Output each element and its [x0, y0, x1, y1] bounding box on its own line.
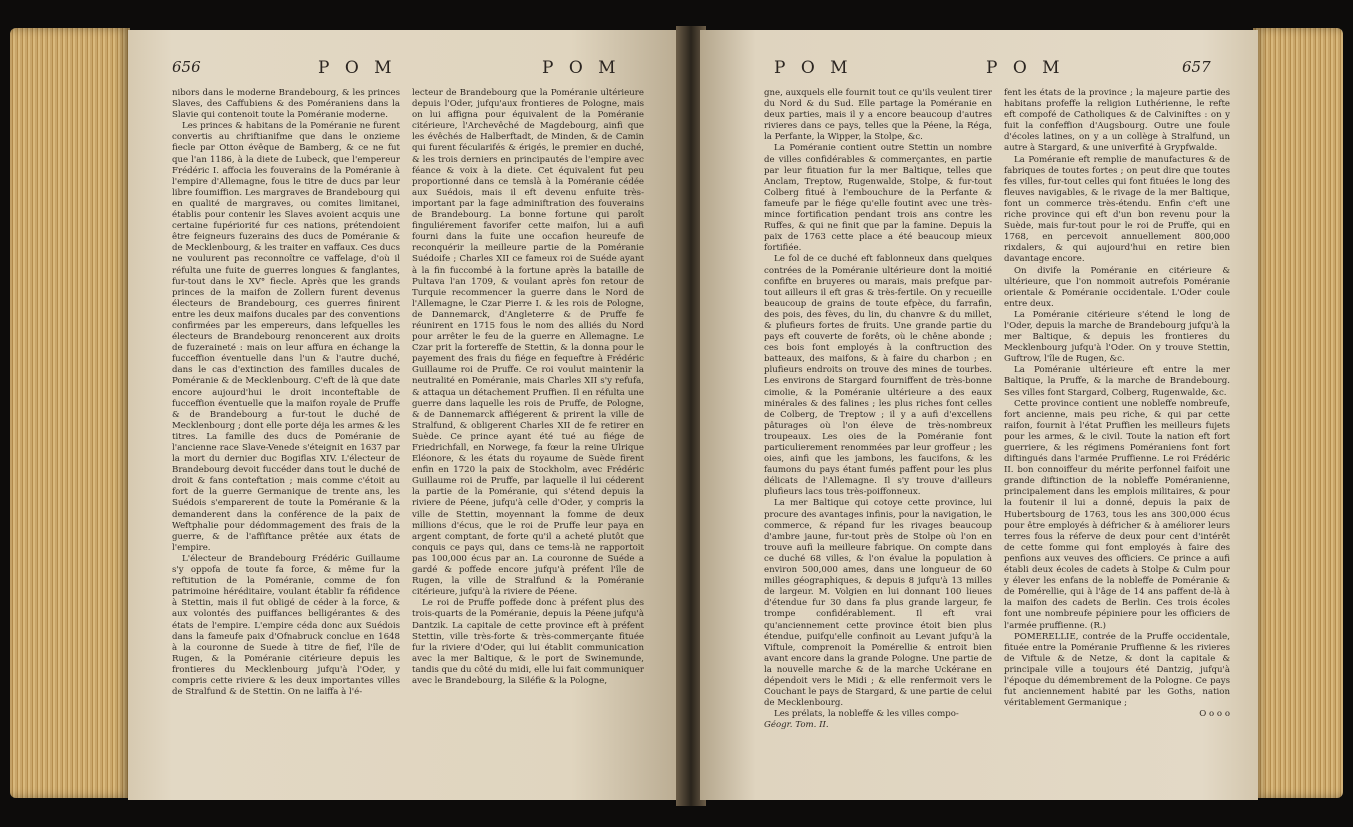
paragraph: lecteur de Brandebourg que la Poméranie ultérieure depuis l'Oder, jufqu'aux frontieres de Pologne, mais on lui affigna pour équivalent de la Poméranie citérieure, l'Archevêché de Magdebourg, ainfi que les évêchés de Halberftadt, de Minden, & de Camin qui furent fécularifés & érigés, le premier en duché, & les trois derniers en principautés de l'empire avec féance & voix à la diete. Cet équivalent fut peu proportionné dans ce temslà à la Poméranie cédée aux Suédois, mais il eft devenu enfuite très-important par la fage adminiftration des fouverains de Brandebourg. La bonne fortune qui paroît finguliérement favorifer cette maifon, lui a aufi fourni dans la fuite une occafion heureufe de reconquérir la meilleure partie de la Poméranie Suédoife ; Charles XII ce fameux roi de Suéde ayant à la fin fuccombé à la fortune après la bataille de Pultava l'an 1709, & voulant après fon retour de Turquie recommencer la guerre dans le Nord de l'Allemagne, le Czar Pierre I. & les rois de Pologne, de Dannemarck, d'Angleterre & de Pruffe fe réunirent en 1715 fous le nom des alliés du Nord pour arrêter le feu de la guerre en Allemagne. Le Czar prit la fortereffe de Stettin, & la donna pour le payement des frais du fiége en fequeftre à Frédéric Guillaume roi de Pruffe. Ce roi voulut maintenir la neutralité en Poméranie, mais Charles XII s'y refufa, & attaqua un détachement Pruffien. Il en réfulta une guerre dans laquelle les rois de Pruffe, de Pologne, & de Dannemarck affiégerent & prirent la ville de Stralfund, & obligerent Charles XII de fe retirer en Suède. Ce prince ayant été tué au fiége de Friedrichfall, en Norwege, fa fœur la reine Ulrique Eléonore, & les états du royaume de Suède firent enfin en 1720 la paix de Stockholm, avec Frédéric Guillaume roi de Pruffe, par laquelle il lui céderent la partie de la Poméranie, qui s'étend depuis la riviere de Péene, jufqu'à celle d'Oder, y compris la ville de Stettin, moyennant la fomme de deux millions d'écus, que le roi de Pruffe leur paya en argent comptant, de forte qu'il a acheté plutôt que conquis ce pays qui, dans ce tems-là ne rapportoit pas 100,000 écus par an. La couronne de Suéde a gardé & poffede encore jufqu'à préfent l'île de Rugen, la ville de Stralfund & la Poméranie citérieure, jufqu'à la riviere de Péene.	[412, 88, 644, 598]
paragraph: La Poméranie eft remplie de manufactures & de fabriques de toutes fortes ; on peut dire que toutes fes villes, fur-tout celles qui font fituées le long des fleuves navigables, & le rivage de la mer Baltique, font un commerce très-étendu. Enfin c'eft une riche province qui eft d'un bon revenu pour la Suède, mais fur-tout pour le roi de Pruffe, qui en 1768, en percevoit annuellement 800,000 rixdalers, & qui aujourd'hui en retire bien davantage encore.	[1004, 154, 1230, 265]
right-running-head: P O M	[986, 58, 1065, 78]
right-page	[700, 30, 1258, 800]
paragraph: Le fol de ce duché eft fablonneux dans quelques contrées de la Poméranie ultérieure dont la moitié confifte en bruyeres ou marais, mais prefque par-tout ailleurs il eft gras & très-fertile. On y recueille beaucoup de grains de toute efpèce, du farrafin, des pois, des fèves, du lin, du chanvre & du millet, & plufieurs fortes de fruits. Une grande partie du pays eft couverte de forêts, où le chêne abonde ; ces bois font employés à la conftruction des batteaux, des maifons, & à faire du charbon ; en plufieurs endroits on trouve des mines de tourbes. Les environs de Stargard fourniffent de très-bonne cimolie, & la Poméranie ultérieure a des eaux minérales & des falines ; les plus riches font celles de Colberg, de Treptow ; il y a aufi d'excellens pâturages où l'on éleve de très-nombreux troupeaux. Les oies de la Poméranie font particulierement renommées par leur groffeur ; les oies, ainfi que les jambons, les faucifons, & les faumons du pays étant fumés paffent pour les plus délicats de l'Allemagne. Il s'y trouve d'ailleurs plufieurs lacs tous très-poiffonneux.	[764, 254, 992, 498]
right-running-head-col1: P O M	[774, 58, 853, 78]
paragraph: La Poméranie contient outre Stettin un nombre de villes confidérables & commerçantes, en partie par leur fituation fur la mer Baltique, telles que Anclam, Treptow, Rugenwalde, Stolpe, & fur-tout Colberg fitué à l'embouchure de la Perfante & fameufe par le fiége qu'elle foutint avec une très-mince fortification pendant trois ans contre les Ruffes, & qui ne finit que par la famine. Depuis la paix de 1763 cette place a été beaucoup mieux fortifiée.	[764, 143, 992, 254]
left-running-head-col2: P O M	[542, 58, 621, 78]
catchword: O o o o	[1199, 709, 1230, 720]
left-page-number: 656	[172, 58, 201, 76]
left-page-header	[128, 58, 682, 82]
right-column-1	[764, 88, 992, 731]
right-page-header	[700, 58, 1258, 82]
paragraph: nibors dans le moderne Brandebourg, & les princes Slaves, des Caffubiens & des Poméraniens dans la Slavie qui contenoit toute la Poméranie moderne.	[172, 88, 400, 121]
left-column-1	[172, 88, 400, 698]
paragraph: La Poméranie citérieure s'étend le long de l'Oder, depuis la marche de Brandebourg jufqu'à la mer Baltique, & depuis les frontieres du Mecklenbourg jufqu'à l'Oder. On y trouve Stettin, Guftrow, l'île de Rugen, &c.	[1004, 309, 1230, 365]
left-column-2	[412, 88, 644, 687]
paragraph: La Poméranie ultérieure eft entre la mer Baltique, la Pruffe, & la marche de Brandebourg. Ses villes font Stargard, Colberg, Rugenwalde, &c.	[1004, 365, 1230, 398]
book-edge-left	[10, 28, 130, 798]
paragraph: Cette province contient une nobleffe nombreufe, fort ancienne, mais peu riche, & qui par cette raifon, fournit à l'état Pruffien les meilleurs fujets pour les armes, & le civil. Toute la nation eft fort guerriere, & les régimens Poméraniens font fort diftingués dans l'armée Pruffienne. Le roi Frédéric II. bon connoiffeur du mérite perfonnel faifoit une grande diftinction de la nobleffe Poméranienne, principalement dans les emplois militaires, & pour la foutenir il lui a donné, depuis la paix de Hubertsbourg de 1763, tous les ans 300,000 écus pour être employés à défricher & à améliorer leurs terres fous la réferve de deux pour cent d'intérêt de cette fomme qui font employés à faire des penfions aux veuves des officiers. Ce prince a aufi établi deux écoles de cadets à Stolpe & Culm pour y élever les enfans de la nobleffe de Poméranie & de Pomérellie, qui à l'âge de 14 ans paffent de-là à la maifon des cadets de Berlin. Ces trois écoles font une nombreufe pépiniere pour les officiers de l'armée pruffienne. (R.)	[1004, 398, 1230, 631]
left-running-head: P O M	[318, 58, 397, 78]
left-page	[128, 30, 682, 800]
paragraph: On divife la Poméranie en citérieure & ultérieure, que l'on nommoit autrefois Poméranie orientale & Poméranie occidentale. L'Oder coule entre deux.	[1004, 265, 1230, 309]
paragraph: L'électeur de Brandebourg Frédéric Guillaume s'y oppofa de toute fa force, & même fur la reftitution de la Poméranie, comme de fon patrimoine héréditaire, voulant établir fa réfidence à Stettin, mais il fut obligé de céder à la force, & aux volontés des puiffances belligérantes & des états de l'empire. L'empire céda donc aux Suédois dans la fameufe paix d'Ofnabruck conclue en 1648 à la couronne de Suede à titre de fief, l'île de Rugen, & la Poméranie citérieure depuis les frontieres du Mecklenbourg jufqu'à l'Oder, y compris cette riviere & les deux importantes villes de Stralfund & de Stettin. On ne laiffa à l'é-	[172, 553, 400, 698]
paragraph: Les princes & habitans de la Poméranie ne furent convertis au chriftianifme que dans le onzieme fiecle par Otton évêque de Bamberg, & ce ne fut que l'an 1186, à la diete de Lubeck, que l'empereur Frédéric I. affocia les fouverains de la Poméranie à l'empire d'Allemagne, fous le titre de ducs par leur libre foumiffion. Les margraves de Brandebourg qui en qualité de margraves, ou comites limitanei, établis pour contenir les Slaves avoient acquis une certaine fupériorité fur ces nations, prétendoient être feigneurs fuzerains des ducs de Poméranie & de Mecklenbourg, & les traiter en vaffaux. Ces ducs ne voulurent pas reconnoître ce vaffelage, d'où il réfulta une fuite de guerres longues & fanglantes, fur-tout dans le XV° fiecle. Après que les grands princes de la maifon de Zollern furent devenus électeurs de Brandebourg, ces guerres finirent entre les deux maifons ducales par des conventions confirmées par les empereurs, dans lefquelles les électeurs de Brandebourg renoncerent aux droits de fuzeraineté : mais on leur affura en échange la fucceffion éventuelle dans l'un & l'autre duché, dans le cas d'extinction des familles ducales de Poméranie & de Mecklenbourg. C'eft de là que date encore aujourd'hui le droit inconteftable de fucceffion éventuelle que la maifon royale de Pruffe & de Brandebourg a fur-tout le duché de Mecklenbourg ; dont elle porte déja les armes & les titres. La famille des ducs de Poméranie de l'ancienne race Slave-Venede s'éteignit en 1637 par la mort du dernier duc Bogiflas XIV. L'électeur de Brandebourg devoit fuccéder dans tout le duché de droit & fans conteftation ; mais comme c'étoit au fort de la guerre Germanique de trente ans, les Suédois s'emparerent de toute la Poméranie & la demanderent dans la conférence de la paix de Weftphalie pour dédommagement des frais de la guerre, & de l'affiftance prêtée aux états de l'empire.	[172, 121, 400, 553]
book-edge-right	[1253, 28, 1343, 798]
paragraph: fent les états de la province ; la majeure partie des habitans profeffe la religion Luthérienne, le refte eft compofé de Catholiques & de Calviniftes : on y fuit la confeffion d'Augsbourg. Outre une foule d'écoles latines, on y a un collège à Stralfund, un autre à Stargard, & une univerfité à Grypfwalde.	[1004, 88, 1230, 154]
right-column-2	[1004, 88, 1230, 720]
right-page-number: 657	[1182, 58, 1211, 76]
paragraph: Le roi de Pruffe poffede donc à préfent plus des trois-quarts de la Poméranie, depuis la Péene jufqu'à Dantzik. La capitale de cette province eft à préfent Stettin, ville très-forte & très-commerçante fituée fur la riviere d'Oder, qui lui établit communication avec la mer Baltique, & le port de Swinemunde, tandis que du côté du midi, elle lui fait communiquer avec le Brandebourg, la Siléfie & la Pologne,	[412, 598, 644, 686]
paragraph: gne, auxquels elle fournit tout ce qu'ils veulent tirer du Nord & du Sud. Elle partage la Poméranie en deux parties, mais il y a encore beaucoup d'autres rivieres dans ce pays, telles que la Péene, la Réga, la Perfante, la Wipper, la Stolpe, &c.	[764, 88, 992, 143]
paragraph: POMERELLIE, contrée de la Pruffe occidentale, fituée entre la Poméranie Pruffienne & les rivieres de Viftule & de Netze, & dont la capitale & principale ville a toujours été Dantzig, jufqu'à l'époque du démembrement de la Pologne. Ce pays fut anciennement habité par les Goths, nation véritablement Germanique ;	[1004, 631, 1230, 709]
paragraph: La mer Baltique qui cotoye cette province, lui procure des avantages infinis, pour la navigation, le commerce, & répand fur les rivages beaucoup d'ambre jaune, fur-tout près de Stolpe où l'on en trouve aufi la meilleure fabrique. On compte dans ce duché 68 villes, & l'on évalue la population à environ 500,000 ames, dans une longueur de 60 milles géographiques, & depuis 8 jufqu'à 13 milles de largeur. M. Volgien en lui donnant 100 lieues d'étendue fur 30 dans fa plus grande largeur, fe trompe confidérablement. Il eft vrai qu'anciennement cette province étoit bien plus étendue, puifqu'elle confinoit au Levant jufqu'à la Viftule, comprenoit la Pomérellie & entroit bien avant encore dans la grande Pologne. Une partie de la nouvelle marche & de la marche Uckérane en dépendoit vers le Midi ; & elle renfermoit vers le Couchant le pays de Stargard, & une partie de celui de Mecklenbourg.	[764, 498, 992, 709]
paragraph: Les prélats, la nobleffe & les villes compo-	[774, 709, 959, 720]
signature-mark: Géogr. Tom. II.	[764, 720, 829, 731]
